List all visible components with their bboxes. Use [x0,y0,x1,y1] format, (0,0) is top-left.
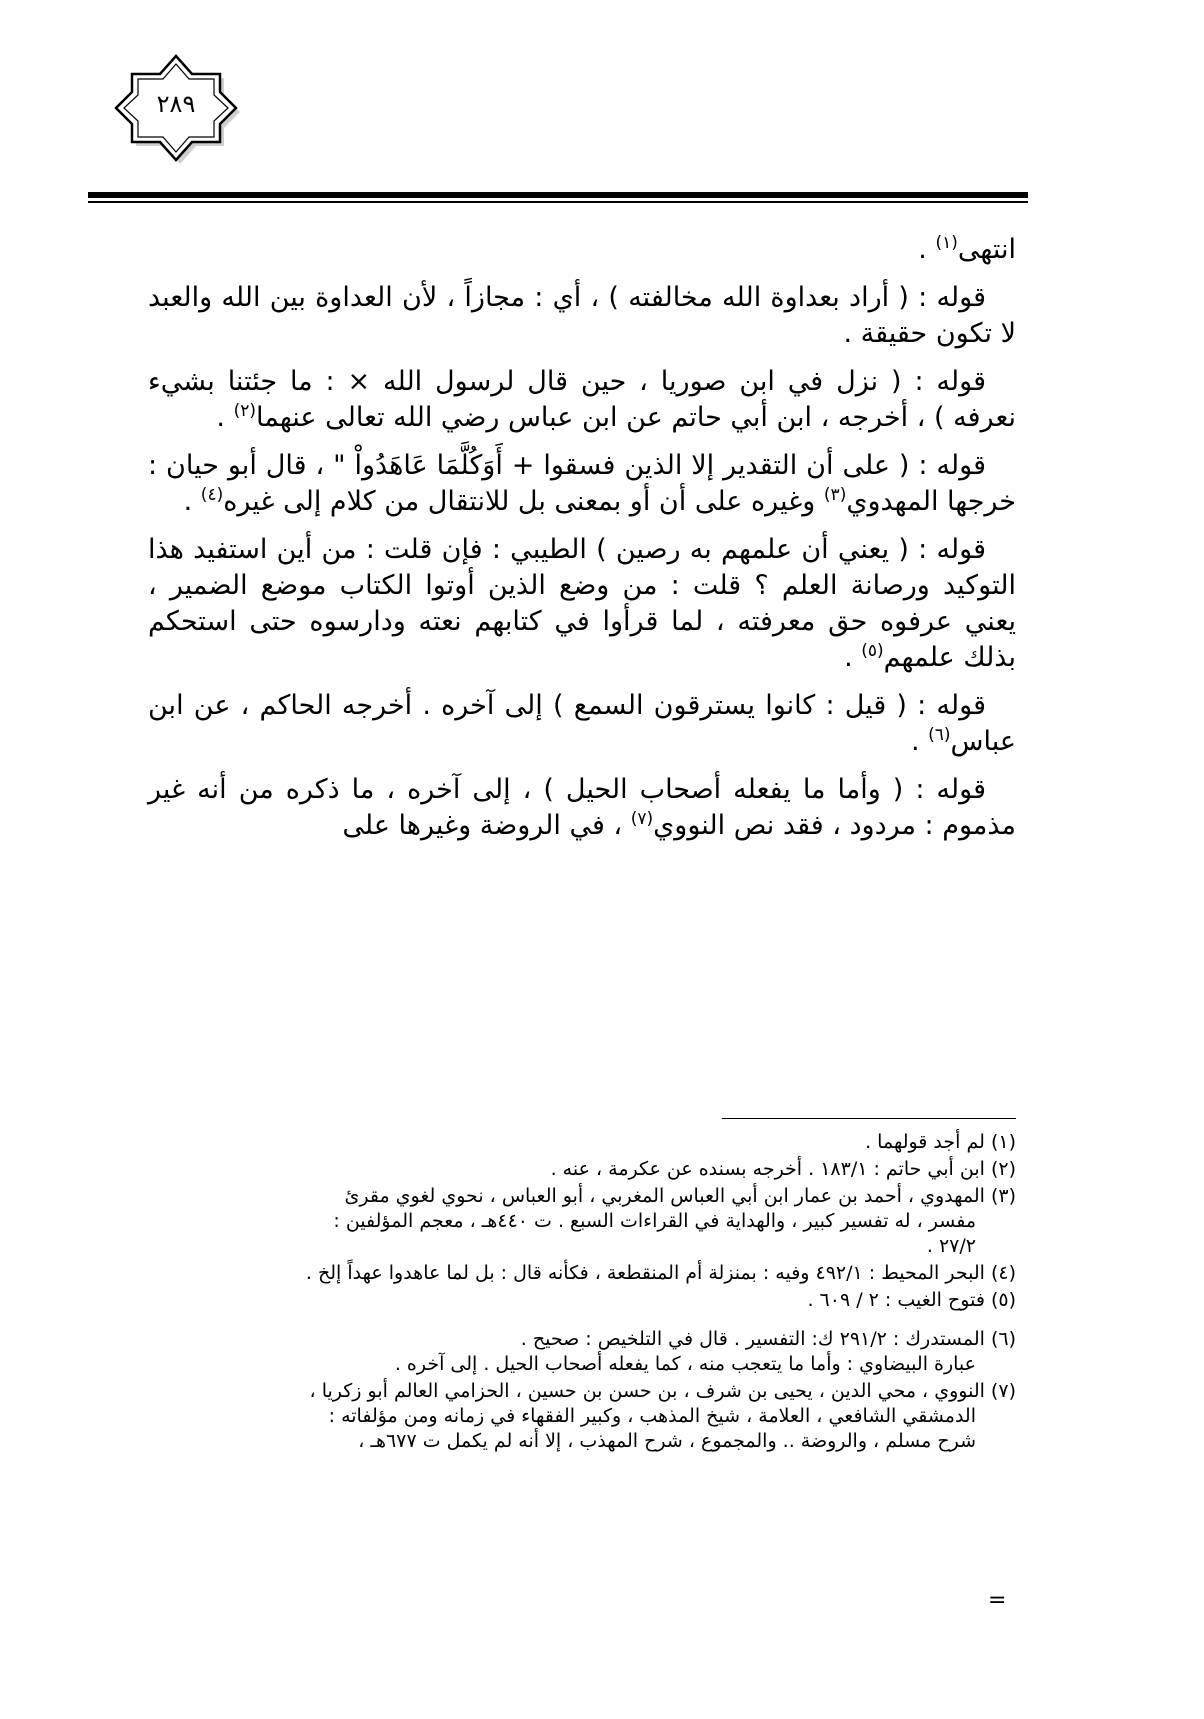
paragraph: قوله : ( على أن التقدير إلا الذين فسقوا + أَوَكُلَّمَا عَاهَدُواْ " ، قال أبو حيان : خرجها المهدوي$^{(٣)}$ وغيره على أن أو بمعنى بل للانتقال من كلام إلى غيره$^{(٤)}$ . [148,450,1016,517]
paragraph: انتهى$^{(١)}$ . [918,233,1016,265]
footnote: (٥) فتوح الغيب : ٢ / ٦٠٩ . [807,1289,1016,1311]
footnote-separator [722,1118,1016,1119]
body-text [148,232,1016,856]
paragraph: قوله : ( أراد بعداوة الله مخالفته ) ، أي : مجازاً ، لأن العداوة بين الله والعبد لا تكون حقيقة . [148,282,1016,349]
footnote-ref: (٢) [233,401,256,421]
paragraph: قوله : ( وأما ما يفعله أصحاب الحيل ) ، إلى آخره ، ما ذكره من أنه غير مذموم : مردود ، فقد نص النووي$^{(٧)}$ ، في الروضة وغيرها على [148,774,1016,841]
footnote: (٣) المهدوي ، أحمد بن عمار ابن أبي العباس المغربي ، أبو العباس ، نحوي لغوي مقرئ مفسر ، له تفسير كبير ، والهداية في القراءات السبع . ت ٤٤٠هـ ، معجم المؤلفين : ٢٧/٢ . [333,1185,1016,1257]
footnote-ref: (٣) [823,485,847,505]
continuation-mark: = [988,1588,1007,1613]
footnotes [148,1130,1016,1456]
footnote: (٤) البحر المحيط : ٤٩٢/١ وفيه : بمنزلة أم المنقطعة ، فكأنه قال : بل لما عاهدوا عهداً إلخ . [305,1262,1016,1284]
paragraph: قوله : ( قيل : كانوا يسترقون السمع ) إلى آخره . أخرجه الحاكم ، عن ابن عباس$^{(٦)}$ . [148,690,1016,757]
paragraph: قوله : ( نزل في ابن صوريا ، حين قال لرسول الله × : ما جئتنا بشيء نعرفه ) ، أخرجه ، ابن أبي حاتم عن ابن عباس رضي الله تعالى عنهما$^{(٢)}$ . [148,366,1016,433]
footnote-ref: (٧) [630,809,654,829]
paragraph: قوله : ( يعني أن علمهم به رصين ) الطيبي : فإن قلت : من أين استفيد هذا التوكيد ورصانة العلم ؟ قلت : من وضع الذين أوتوا الكتاب موضع الضمير ، يعني عرفوه حق معرفته ، لما قرأوا في كتابهم نعته ودارسوه حتى استحكم بذلك علمهم$^{(٥)}$ . [148,534,1016,673]
footnote-ref: (٦) [928,725,951,745]
header-rule-thin [88,201,1028,203]
footnote: (٢) ابن أبي حاتم : ١٨٣/١ . أخرجه بسنده عن عكرمة ، عنه . [550,1158,1016,1180]
footnote-ref: (٥) [861,641,884,661]
page-number: ٢٨٩ [156,90,196,118]
footnote: (٦) المستدرك : ٢٩١/٢ ك: التفسير . قال في التلخيص : صحيح . عبارة البيضاوي : وأما ما يتعجب منه ، كما يفعله أصحاب الحيل . إلى آخره . [394,1328,1016,1375]
footnote-ref: (١) [935,233,958,253]
footnote: (٧) النووي ، محي الدين ، يحيى بن شرف ، بن حسن بن حسين ، الحزامي العالم أبو زكريا ، الدمشقي الشافعي ، العلامة ، شيخ المذهب ، وكبير الفقهاء في زمانه ومن مؤلفاته : شرح مسلم ، والروضة .. والمجموع ، شرح المهذب ، إلا أنه لم يكمل ت ٦٧٧هـ ، [309,1380,1016,1452]
footnote-ref: (٤) [200,485,224,505]
page-number-badge [112,52,240,164]
footnote: (١) لم أجد قولهما . [865,1131,1016,1153]
header-rule-thick [88,192,1028,198]
